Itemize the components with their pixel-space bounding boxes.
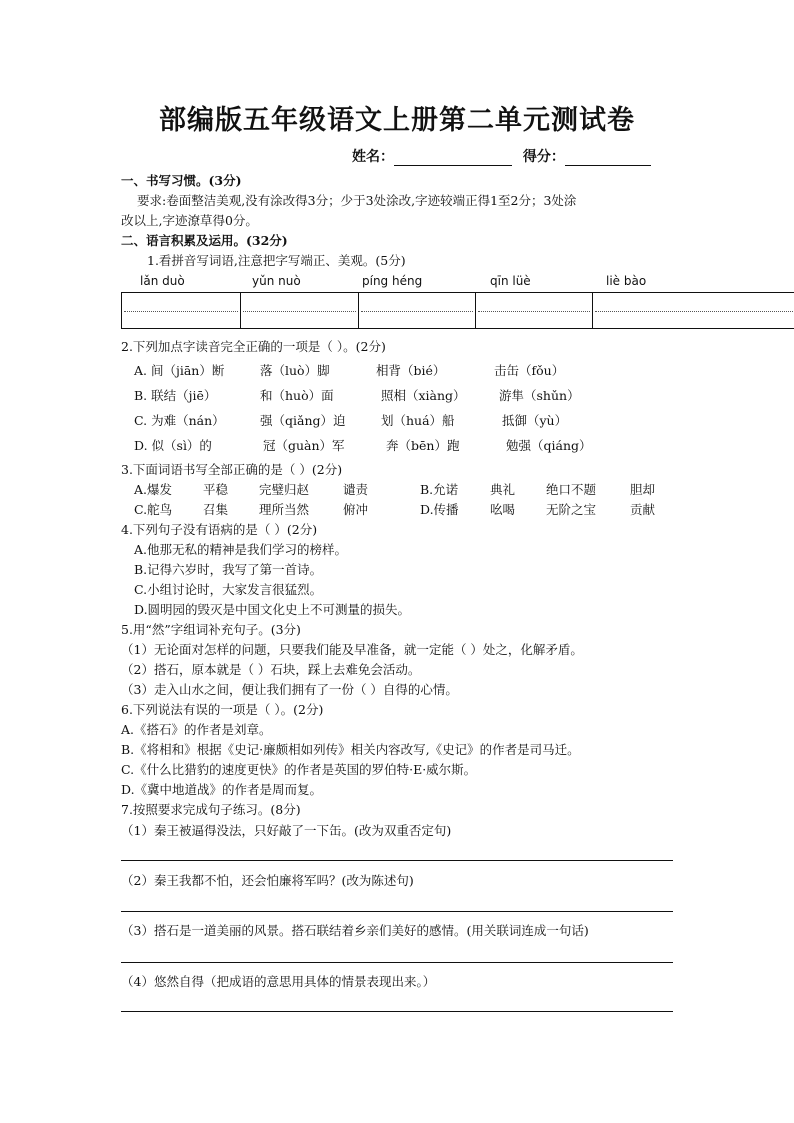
q6-option-d: D.《冀中地道战》的作者是周而复。 <box>121 782 323 797</box>
q2-option-d-1: D. 似（sì）的 <box>134 438 212 453</box>
q7-text: 7.按照要求完成句子练习。(8分) <box>121 802 301 817</box>
q7-item-3: （3）搭石是一道美丽的风景。搭石联结着乡亲们美好的感情。(用关联词连成一句话) <box>121 923 589 938</box>
writing-box-2[interactable] <box>240 293 358 329</box>
name-score-bar <box>352 146 651 166</box>
q3-word: 胆却 <box>630 482 656 497</box>
pinyin-1: lǎn duò <box>140 274 185 288</box>
q2-option-a-1: A. 间（jiān）断 <box>134 363 225 378</box>
q5-item-3: （3）走入山水之间，便让我们拥有了一份（ ）自得的心情。 <box>121 682 458 697</box>
q2-option-b-2: 和（huò）面 <box>260 388 334 403</box>
writing-box-1[interactable] <box>122 293 240 329</box>
q3-word: 无阶之宝 <box>546 502 597 517</box>
q3-word: 典礼 <box>490 482 516 497</box>
q6-option-a: A.《搭石》的作者是刘章。 <box>121 722 272 737</box>
q7-answer-line-1[interactable] <box>121 860 673 861</box>
q5-item-2: （2）搭石，原本就是（ ）石块，踩上去难免会活动。 <box>121 662 421 677</box>
pinyin-5: liè bào <box>606 274 647 288</box>
q3-word: B.允诺 <box>420 482 459 497</box>
q2-option-c-2: 强（qiǎng）迫 <box>260 413 346 428</box>
q3-word: 理所当然 <box>259 502 310 517</box>
score-label: 得分： <box>522 149 565 165</box>
q1-text: 1.看拼音写词语,注意把字写端正、美观。(5分) <box>147 253 406 268</box>
q7-answer-line-2[interactable] <box>121 911 673 912</box>
q4-option-a: A.他那无私的精神是我们学习的榜样。 <box>134 542 348 557</box>
q2-option-a-4: 击缶（fǒu） <box>494 363 565 378</box>
q2-option-c-1: C. 为难（nán） <box>134 413 225 428</box>
q3-word: 谴责 <box>343 482 369 497</box>
q3-word: 完璧归赵 <box>259 482 310 497</box>
q2-option-a-2: 落（luò）脚 <box>260 363 330 378</box>
q3-word: 平稳 <box>203 482 229 497</box>
q5-text: 5.用“然”字组词补充句子。(3分) <box>121 622 301 637</box>
q7-item-1: （1）秦王被逼得没法，只好敲了一下缶。(改为双重否定句) <box>121 823 452 838</box>
q3-word: 绝口不题 <box>546 482 597 497</box>
q2-text: 2.下列加点字读音完全正确的一项是（ ）。(2分) <box>121 339 386 354</box>
q2-option-b-4: 游隼（shǔn） <box>499 388 580 403</box>
q3-text: 3.下面词语书写全部正确的是（ ）(2分) <box>121 462 343 477</box>
q7-answer-line-3[interactable] <box>121 962 673 963</box>
writing-box-3[interactable] <box>358 293 475 329</box>
q7-item-4: （4）悠然自得（把成语的意思用具体的情景表现出来。） <box>121 974 436 989</box>
pinyin-3: píng héng <box>362 274 423 288</box>
q4-option-d: D.圆明园的毁灭是中国文化史上不可测量的损失。 <box>134 602 411 617</box>
name-label: 姓名： <box>352 149 394 165</box>
q3-word: 俯冲 <box>343 502 369 517</box>
q2-option-d-2: 冠（guàn）军 <box>263 438 345 453</box>
q5-item-1: （1）无论面对怎样的问题，只要我们能及早准备，就一定能（ ）处之，化解矛盾。 <box>121 642 583 657</box>
q4-option-c: C.小组讨论时，大家发言很猛烈。 <box>134 582 323 597</box>
q6-text: 6.下列说法有误的一项是（ ）。(2分) <box>121 702 324 717</box>
name-blank[interactable] <box>394 149 512 166</box>
q2-option-c-4: 抵御（yù） <box>502 413 568 428</box>
score-blank[interactable] <box>565 149 651 166</box>
q3-word: 召集 <box>203 502 229 517</box>
q2-option-d-3: 奔（bēn）跑 <box>386 438 460 453</box>
page-title: 部编版五年级语文上册第二单元测试卷 <box>159 105 635 136</box>
q4-text: 4.下列句子没有语病的是（ ）(2分) <box>121 522 318 537</box>
q3-word: 吆喝 <box>490 502 516 517</box>
section-1-requirement-line-1: 要求:卷面整洁美观,没有涂改得3分；少于3处涂改,字迹较端正得1至2分；3处涂 <box>137 193 577 208</box>
pinyin-writing-grid <box>121 292 794 329</box>
q2-option-c-3: 划（huá）船 <box>381 413 455 428</box>
q2-option-a-3: 相背（bié） <box>376 363 446 378</box>
q3-word: C.舵鸟 <box>134 502 173 517</box>
q2-option-b-1: B. 联结（jiē） <box>134 388 217 403</box>
writing-box-4[interactable] <box>475 293 592 329</box>
q7-answer-line-4[interactable] <box>121 1011 673 1012</box>
q3-word: A.爆发 <box>134 482 173 497</box>
section-1-requirement-line-2: 改以上,字迹潦草得0分。 <box>121 213 258 228</box>
q6-option-c: C.《什么比猎豹的速度更快》的作者是英国的罗伯特·E·威尔斯。 <box>121 762 477 777</box>
writing-box-5[interactable] <box>592 293 794 329</box>
q7-item-2: （2）秦王我都不怕，还会怕廉将军吗？(改为陈述句) <box>121 873 414 888</box>
q2-option-d-4: 勉强（qiáng） <box>506 438 592 453</box>
q6-option-b: B.《将相和》根据《史记·廉颇相如列传》相关内容改写,《史记》的作者是司马迁。 <box>121 742 580 757</box>
section-2-heading: 二、语言积累及运用。(32分) <box>121 233 288 248</box>
q2-option-b-3: 照相（xiàng） <box>381 388 466 403</box>
section-1-heading: 一、书写习惯。(3分) <box>121 173 242 188</box>
q4-option-b: B.记得六岁时，我写了第一首诗。 <box>134 562 323 577</box>
q3-word: 贡献 <box>630 502 656 517</box>
pinyin-2: yǔn nuò <box>252 274 301 288</box>
q3-word: D.传播 <box>420 502 459 517</box>
pinyin-4: qīn lüè <box>490 274 531 288</box>
